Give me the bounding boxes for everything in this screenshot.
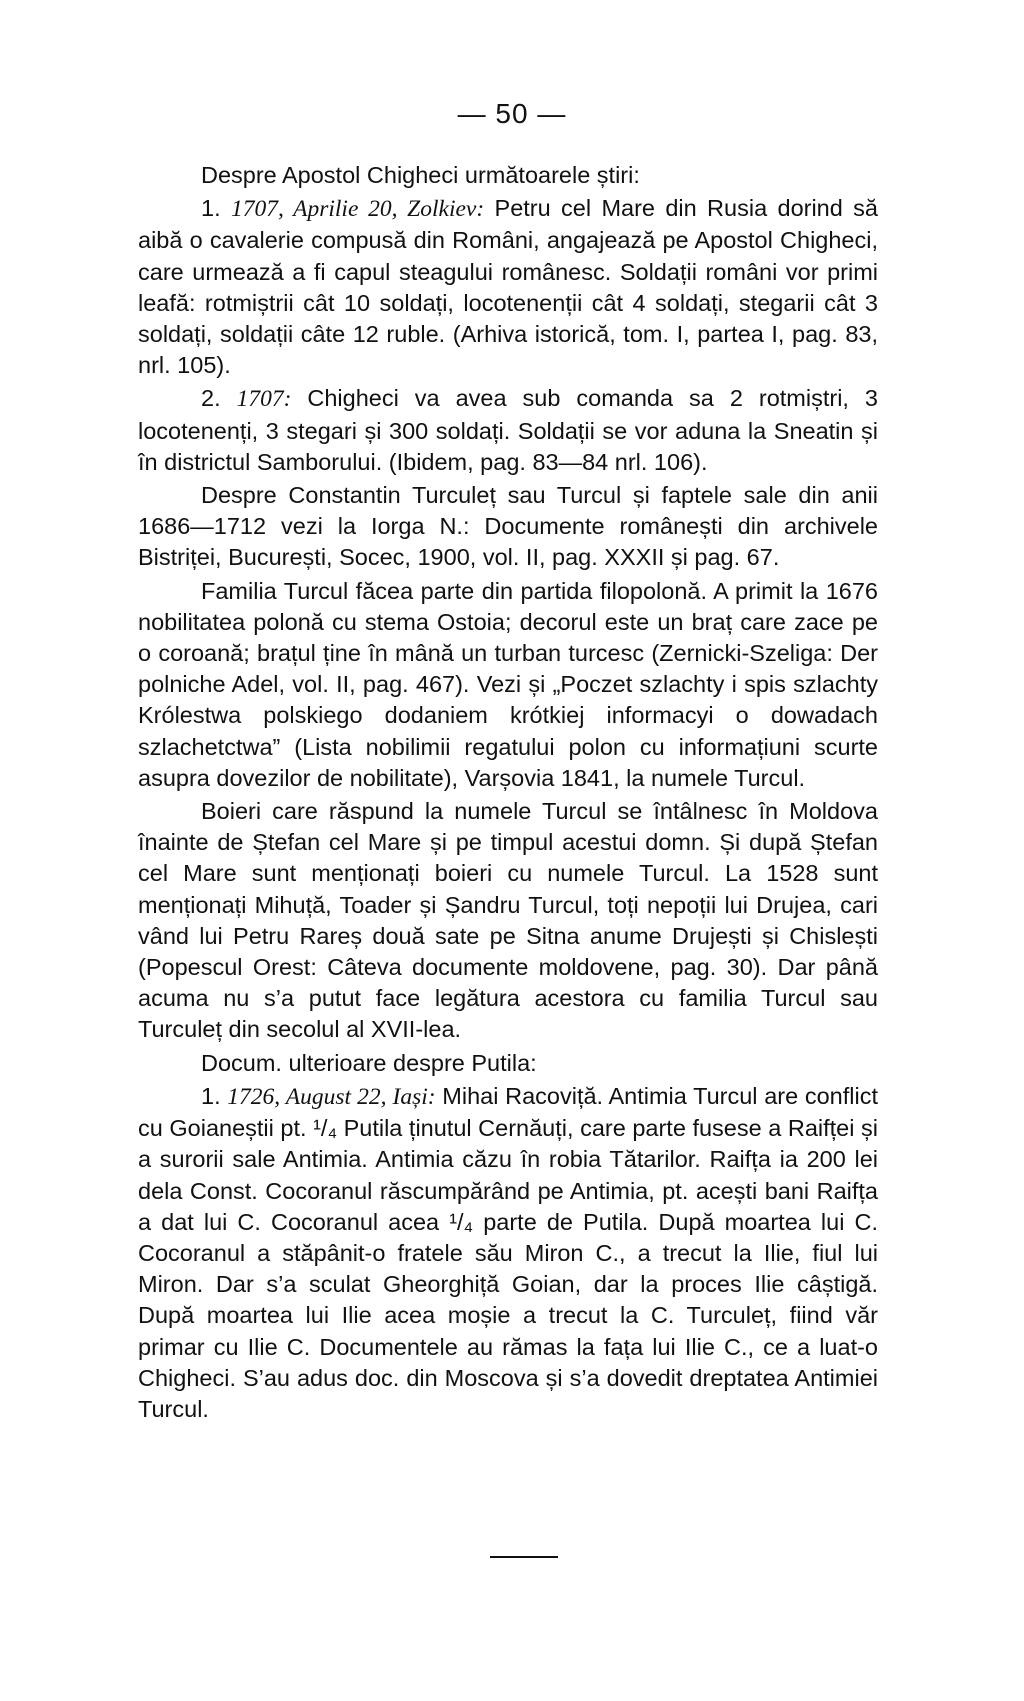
paragraph-text: Despre Constantin Turculeț sau Turcul și faptele sale din anii 1686—1712 vezi la Iorga N.: Documente românești din archivele Bistriței, București, Socec, 1900, vol. II, pag. XXXII și pag. 67. — [138, 482, 878, 571]
paragraph-docum-putila — [138, 1048, 878, 1079]
paragraph-text: Despre Apostol Chigheci următoarele știri: — [201, 162, 640, 188]
paragraph-text: Docum. ulterioare despre Putila: — [201, 1049, 537, 1076]
item-number: 1. — [201, 195, 231, 222]
end-divider — [490, 1556, 558, 1558]
paragraph-text: Boieri care răspund la numele Turcul se întâlnesc în Moldova înainte de Ștefan cel Mare și pe timpul acestui domn. Și după Ștefan cel Mare sunt menționați boieri cu numele Turcul. La 1528 sunt menționați Mihuță, Toader și Șandru Turcul, toți nepoții lui Drujea, cari vând lui Petru Rareș două sate pe Sitna anume Drujești și Chislești (Popescul Orest: Câteva documente moldovene, pag. 30). Dar până acuma nu s’a putut face legătura acestora cu familia Turcul sau Turculeț din secolul al XVII-lea. — [138, 798, 878, 1043]
item-number: 1. — [201, 1082, 228, 1109]
page-number: — 50 — — [457, 98, 567, 129]
paragraph-constantin-turculet — [138, 480, 878, 574]
paragraph-text: Familia Turcul făcea parte din partida filopolonă. A primit la 1676 nobilitatea polonă cu stema Ostoia; decorul este un braț care zace pe o coroană; brațul ține în mână un turban turcesc (Zernicki-Szeliga: Der polniche Adel, vol. II, pag. 467). Vezi și „Poczet szlachty i spis szlachty Królestwa polskiego dodaniem krótkiej informacyi o dowadach szlachetctwa” (Lista nobilimii regatului polon cu informațiuni scurte asupra dovezilor de nobilitate), Varșovia 1841, la numele Turcul. — [138, 577, 878, 791]
paragraph-text: Petru cel Mare din Rusia dorind să aibă o cavalerie compusă din Români, angajează pe Apostol Chigheci, care urmează a fi capul steagului românesc. Soldații români vor primi leafă: rotmiștrii cât 10 soldați, locotenenții cât 4 soldați, stegarii cât 3 soldați, soldații câte 12 ruble. (Arhiva istorică, tom. I, partea I, pag. 83, nrl. 105). — [138, 195, 878, 379]
item-number: 2. — [201, 385, 237, 412]
paragraph-item-1707-april — [138, 193, 878, 381]
paragraph-intro-chigheci — [138, 160, 878, 191]
paragraph-item-1707 — [138, 383, 878, 478]
paragraph-familia-turcul — [138, 576, 878, 794]
paragraph-text: Mihai Racoviță. Antimia Turcul are conflict cu Goianeștii pt. ¹/₄ Putila ținutul Cernăuți, care parte fusese a Raifței și a surorii sale Antimia. Antimia căzu în robia Tătarilor. Raifța ia 200 lei dela Const. Cocoranul răscumpărând pe Antimia, pt. acești bani Raifța a dat lui C. Cocoranul acea ¹/₄ parte de Putila. După moartea lui C. Cocoranul a stăpânit-o fratele său Miron C., a trecut la Ilie, fiul lui Miron. Dar s’a sculat Gheorghiță Goian, dar la proces Ilie câștigă. După moartea lui Ilie acea moșie a trecut la C. Turculeț, fiind văr primar cu Ilie C. Documentele au rămas la fața lui Ilie C., ce a luat-o Chigheci. S’au adus doc. din Moscova și s’a dovedit dreptatea Antimiei Turcul. — [138, 1082, 879, 1422]
paragraph-boieri-turcul — [138, 796, 878, 1046]
item-date: 1707: — [236, 386, 292, 413]
paragraph-item-1726 — [138, 1081, 878, 1425]
item-date-place: 1726, August 22, Iași: — [227, 1083, 436, 1110]
item-date-place: 1707, Aprilie 20, Zolkiev: — [230, 196, 485, 223]
body-text — [138, 160, 878, 1427]
paragraph-text: Chigheci va avea sub comanda sa 2 rotmiștri, 3 locotenenți, 3 stegari și 300 soldați. Soldații se vor aduna la Sneatin și în districtul Samborului. (Ibidem, pag. 83—84 nrl. 106). — [138, 385, 878, 475]
